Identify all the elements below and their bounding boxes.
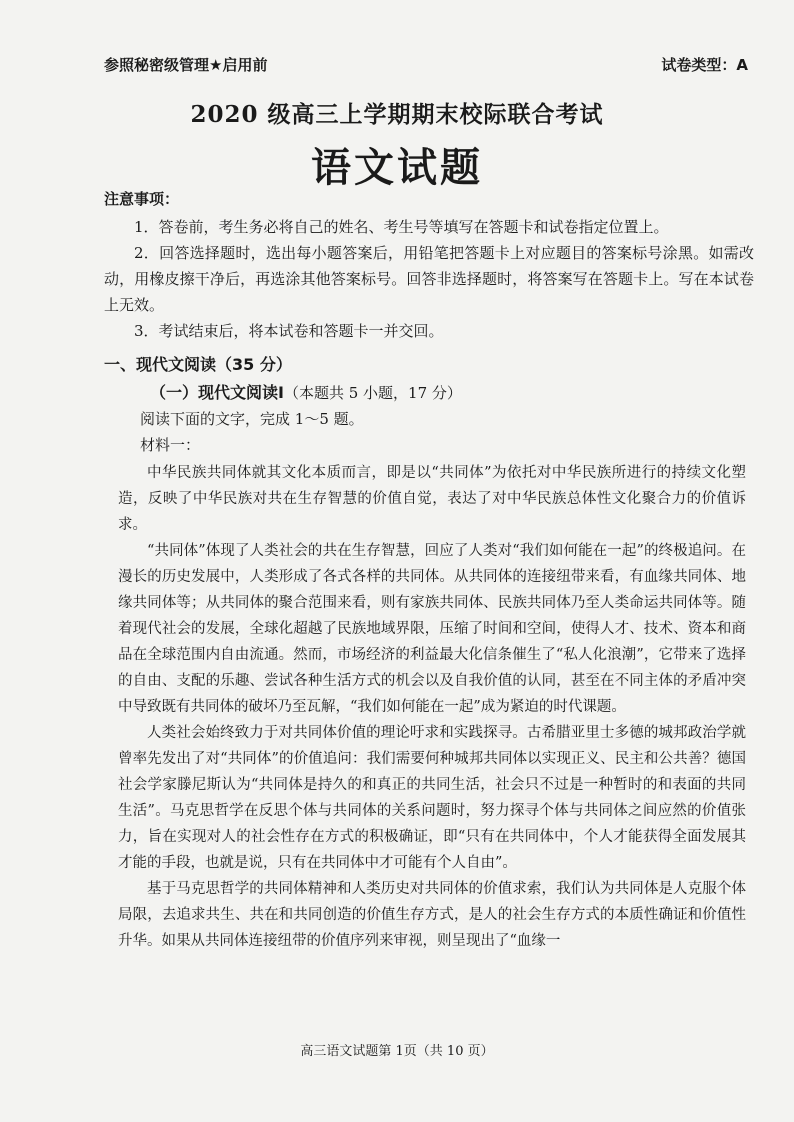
- passage-paragraph: 人类社会始终致力于对共同体价值的理论吁求和实践探寻。古希腊亚里士多德的城邦政治学就曾率先发出了对“共同体”的价值追问：我们需要何种城邦共同体以实现正义、民主和公共善？德国社会学家滕尼斯认为“共同体是持久的和真正的共同生活，社会只不过是一种暂时的和表面的共同生活”。马克思哲学在反思个体与共同体的关系问题时，努力探寻个体与共同体之间应然的价值张力，旨在实现对人的社会性存在方式的积极确证，即“只有在共同体中，个人才能获得全面发展其才能的手段，也就是说，只有在共同体中才可能有个人自由”。: [118, 725, 746, 871]
- confidentiality-label: 参照秘密级管理★启用前: [104, 56, 268, 74]
- paper-type-label: 试卷类型：A: [661, 56, 748, 74]
- section-title: 一、现代文阅读（35 分）: [104, 355, 292, 374]
- notice-item: 3．考试结束后，将本试卷和答题卡一并交回。: [134, 322, 444, 340]
- subsection-note: （本题共 5 小题，17 分）: [283, 384, 462, 402]
- passage-paragraph: “共同体”体现了人类社会的共在生存智慧，回应了人类对“我们如何能在一起”的终极追问。在漫长的历史发展中，人类形成了各式各样的共同体。从共同体的连接纽带来看，有血缘共同体、地缘共同体等；从共同体的聚合范围来看，则有家族共同体、民族共同体乃至人类命运共同体等。随着现代社会的发展，全球化超越了民族地域界限，压缩了时间和空间，使得人才、技术、资本和商品在全球范围内自由流通。然而，市场经济的利益最大化信条催生了“私人化浪潮”，它带来了选择的自由、支配的乐趣、尝试各种生活方式的机会以及自我价值的认同，甚至在不同主体的矛盾冲突中导致既有共同体的破坏乃至瓦解，“我们如何能在一起”成为紧迫的时代课题。: [118, 543, 746, 715]
- page-footer: 高三语文试题第 1页（共 10 页）: [300, 1044, 494, 1059]
- reading-instruction: 阅读下面的文字，完成 1～5 题。: [140, 410, 364, 428]
- exam-title: 2020 级高三上学期期末校际联合考试: [190, 101, 604, 128]
- subsection-title: （一）现代文阅读Ⅰ: [150, 383, 284, 402]
- notice-item: 2．回答选择题时，选出每小题答案后，用铅笔把答题卡上对应题目的答案标号涂黑。如需改动，用橡皮擦干净后，再选涂其他答案标号。回答非选择题时，将答案写在答题卡上。写在本试卷上无效。: [104, 244, 754, 314]
- notice-heading: 注意事项：: [104, 190, 180, 208]
- material-label: 材料一：: [140, 436, 201, 454]
- passage-paragraph: 基于马克思哲学的共同体精神和人类历史对共同体的价值求索，我们认为共同体是人克服个体局限，去追求共生、共在和共同创造的价值生存方式，是人的社会生存方式的本质性确证和价值性升华。如果从共同体连接纽带的价值序列来审视，则呈现出了“血缘一: [118, 881, 746, 949]
- reading-passage: [118, 460, 746, 954]
- notice-item: 1．答卷前，考生务必将自己的姓名、考生号等填写在答题卡和试卷指定位置上。: [134, 218, 669, 236]
- notice-list: [104, 214, 754, 344]
- subject-title: 语文试题: [311, 145, 483, 191]
- passage-paragraph: 中华民族共同体就其文化本质而言，即是以“共同体”为依托对中华民族所进行的持续文化塑造，反映了中华民族对共在生存智慧的价值自觉，表达了对中华民族总体性文化聚合力的价值诉求。: [118, 465, 746, 533]
- header-bar: [104, 54, 748, 78]
- subsection-heading: [150, 380, 462, 403]
